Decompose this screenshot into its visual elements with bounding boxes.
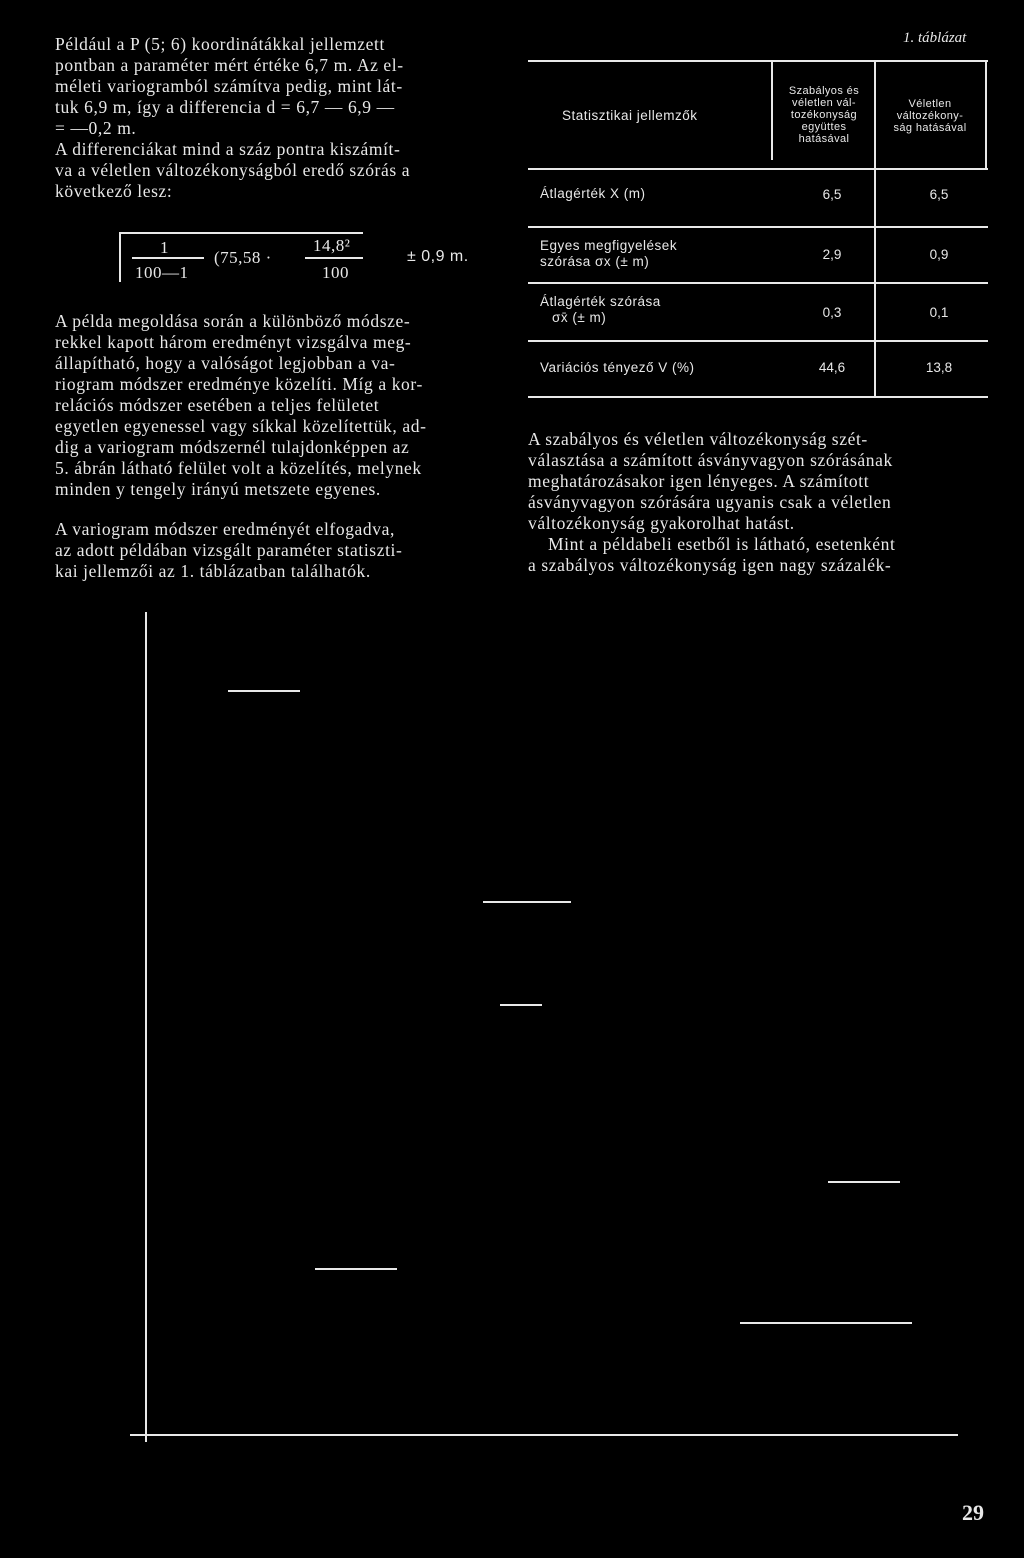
line-segment (228, 690, 300, 692)
table-cell: 6,5 (822, 187, 842, 202)
line-segment (315, 1268, 397, 1270)
formula-result: ± 0,9 m. (407, 248, 469, 265)
text-line: egyetlen egyenessel vagy síkkal közelítettük, ad- (55, 416, 427, 436)
text-line: kai jellemzői az 1. táblázatban találhatók. (55, 561, 371, 581)
axis-vertical (145, 612, 147, 1442)
fraction-1-denominator: 100—1 (135, 263, 189, 282)
label-line: Átlagérték szórása (540, 294, 661, 309)
table-cell: 44,6 (818, 360, 846, 375)
text-line: a szabályos változékonyság igen nagy százalék- (528, 555, 892, 575)
formula-middle: (75,58 · (214, 248, 272, 267)
text-line: tuk 6,9 m, így a differencia d = 6,7 — 6,9 — (55, 97, 395, 117)
page-number: 29 (962, 1500, 984, 1525)
table-vline-1 (771, 60, 773, 160)
header-line: hatásával (798, 133, 850, 145)
text-line: meghatározásakor igen lényeges. A számított (528, 471, 870, 491)
text-line: Mint a példabeli esetből is látható, esetenként (548, 534, 896, 554)
text-line: minden y tengely irányú metszete egyenes. (55, 479, 381, 499)
table-row-label: Variációs tényező V (%) (540, 360, 695, 375)
text-line: relációs módszer esetében a teljes felületet (55, 395, 380, 415)
line-segment (500, 1004, 542, 1006)
table-row-label (540, 238, 677, 270)
left-paragraph-1 (55, 34, 404, 139)
line-segment (828, 1181, 900, 1183)
text-line: méleti variogramból számítva pedig, mint lát- (55, 76, 403, 96)
line-segment (483, 901, 571, 903)
label-line: Egyes megfigyelések (540, 238, 678, 253)
header-line: tozékonyság (790, 109, 858, 121)
text-line: A szabályos és véletlen változékonyság szét- (528, 429, 868, 449)
sqrt-vertical (119, 234, 121, 282)
fraction-2-denominator: 100 (322, 263, 349, 282)
table-row-rule-2 (528, 282, 988, 284)
label-line: szórása σx (± m) (540, 254, 650, 269)
text-line: A differenciákat mind a száz pontra kiszámít- (55, 139, 401, 159)
header-line: együttes (801, 121, 847, 133)
axis-horizontal (130, 1434, 958, 1436)
text-line: riogram módszer eredménye közelíti. Míg a kor- (55, 374, 423, 394)
right-paragraph-2 (528, 534, 895, 576)
header-line: változékony- (896, 110, 964, 122)
header-line: Szabályos és (788, 85, 860, 97)
table-header-rule (528, 168, 988, 170)
table-bottom-rule (528, 396, 988, 398)
table-header-random (872, 98, 988, 134)
right-paragraph-1 (528, 429, 893, 534)
left-paragraph-3 (55, 311, 427, 500)
text-line: az adott példában vizsgált paraméter statiszti- (55, 540, 403, 560)
text-line: dig a variogram módszernél tulajdonképpen az (55, 437, 410, 457)
text-line: A példa megoldása során a különböző módsze- (55, 311, 411, 331)
table-header-combined (775, 85, 873, 145)
table-row-rule-1 (528, 226, 988, 228)
table-caption: 1. táblázat (903, 30, 967, 46)
text-line: = —0,2 m. (55, 118, 137, 138)
table-cell: 2,9 (822, 247, 842, 262)
table-row-label: Átlagérték X (m) (540, 186, 646, 201)
left-paragraph-4 (55, 519, 402, 582)
fraction-1-bar (132, 257, 204, 259)
fraction-1-numerator: 1 (160, 238, 169, 257)
sqrt-top (119, 232, 363, 234)
table-cell: 0,1 (929, 305, 949, 320)
text-line: 5. ábrán látható felület volt a közelítés, melynek (55, 458, 422, 478)
text-line: változékonyság gyakorolhat hatást. (528, 513, 795, 533)
table-cell: 6,5 (929, 187, 949, 202)
text-line: A variogram módszer eredményét elfogadva, (55, 519, 395, 539)
text-line: Például a P (5; 6) koordinátákkal jellemzett (55, 34, 385, 54)
table-header-stat: Statisztikai jellemzők (562, 108, 698, 123)
header-line: Véletlen (908, 98, 952, 110)
left-paragraph-2 (55, 139, 410, 202)
header-line: véletlen vál- (792, 97, 856, 109)
line-segment (740, 1322, 912, 1324)
text-line: választása a számított ásványvagyon szórásának (528, 450, 893, 470)
table-cell: 0,3 (822, 305, 842, 320)
header-line: ság hatásával (893, 122, 967, 134)
table-row-label (540, 294, 661, 326)
table-cell: 0,9 (929, 247, 949, 262)
fraction-2-numerator: 14,8² (313, 236, 351, 255)
text-line: ásványvagyon szórására ugyanis csak a véletlen (528, 492, 892, 512)
text-line: va a véletlen változékonyságból eredő szórás a (55, 160, 411, 180)
table-top-rule (528, 60, 988, 62)
label-line: σx̄ (± m) (552, 310, 607, 325)
text-line: állapítható, hogy a valóságot legjobban a va- (55, 353, 396, 373)
text-line: pontban a paraméter mért értéke 6,7 m. Az el- (55, 55, 404, 75)
table-row-rule-3 (528, 340, 988, 342)
fraction-2-bar (305, 257, 363, 259)
text-line: következő lesz: (55, 181, 173, 201)
text-line: rekkel kapott három eredményt vizsgálva meg- (55, 332, 412, 352)
table-cell: 13,8 (925, 360, 953, 375)
